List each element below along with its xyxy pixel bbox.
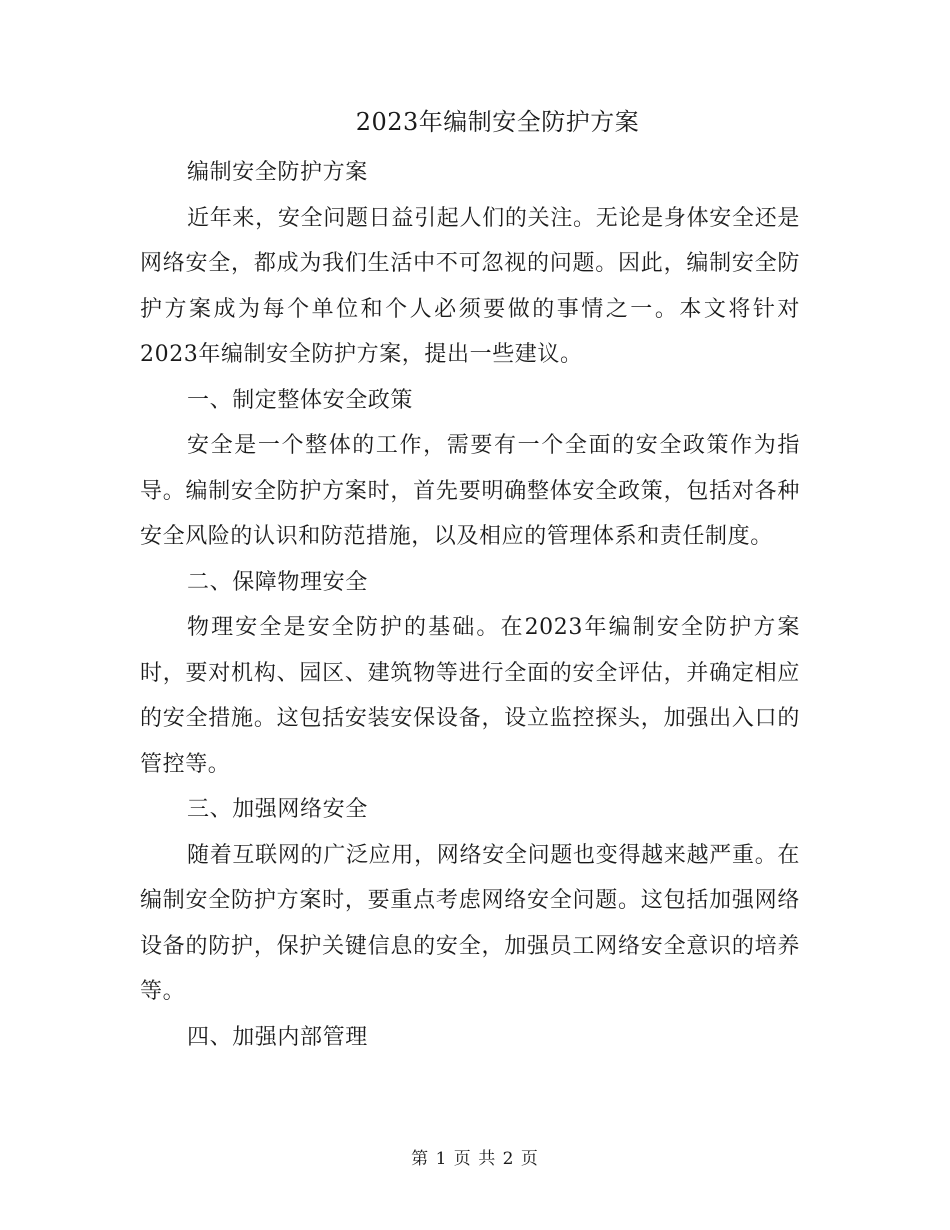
page-footer: 第 1 页 共 2 页 (411, 1149, 539, 1169)
section-paragraph-3: 随着互联网的广泛应用，网络安全问题也变得越来越严重。在编制安全防护方案时，要重点考虑网络安全问题。这包括加强网络设备的防护，保护关键信息的安全，加强员工网络安全意识的培养等。 (140, 842, 800, 1004)
section-heading-2: 二、保障物理安全 (187, 569, 368, 595)
section-heading-4: 四、加强内部管理 (187, 1024, 368, 1050)
document-title: 2023年编制安全防护方案 (355, 108, 640, 136)
intro-paragraph: 近年来，安全问题日益引起人们的关注。无论是身体安全还是网络安全，都成为我们生活中不可忽视的问题。因此，编制安全防护方案成为每个单位和个人必须要做的事情之一。本文将针对2023年编制安全防护方案，提出一些建议。 (140, 205, 800, 367)
section-paragraph-2: 物理安全是安全防护的基础。在2023年编制安全防护方案时，要对机构、园区、建筑物等进行全面的安全评估，并确定相应的安全措施。这包括安装安保设备，设立监控探头，加强出入口的管控等。 (140, 615, 800, 777)
section-paragraph-1: 安全是一个整体的工作，需要有一个全面的安全政策作为指导。编制安全防护方案时，首先要明确整体安全政策，包括对各种安全风险的认识和防范措施，以及相应的管理体系和责任制度。 (140, 433, 800, 549)
document-body (140, 150, 800, 1060)
subtitle-paragraph: 编制安全防护方案 (187, 160, 368, 185)
section-heading-1: 一、制定整体安全政策 (187, 387, 414, 413)
section-heading-3: 三、加强网络安全 (187, 797, 368, 822)
